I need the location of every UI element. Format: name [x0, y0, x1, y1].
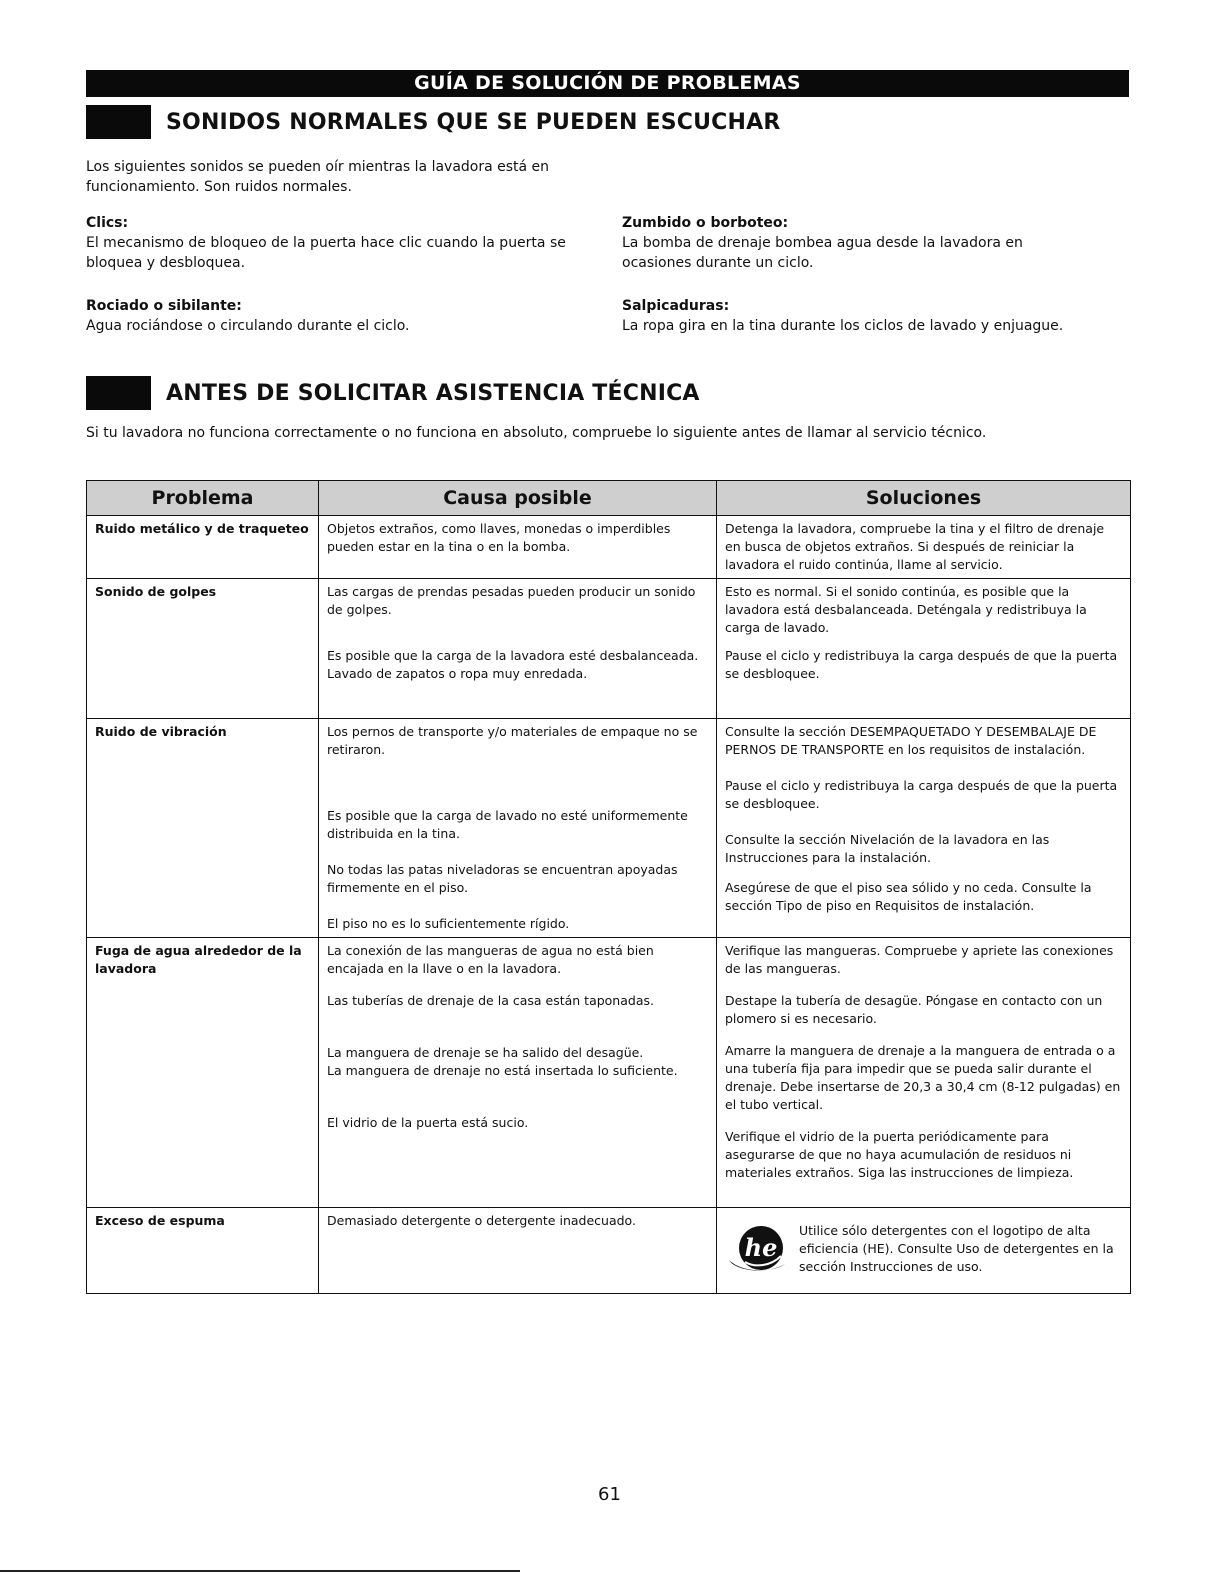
cause-text: Lavado de zapatos o ropa muy enredada. [327, 666, 588, 681]
problem-cell: Sonido de golpes [87, 579, 319, 719]
cause-cell [319, 1208, 717, 1294]
troubleshooting-table [86, 480, 1131, 1294]
cause-text: La manguera de drenaje no está insertada lo suficiente. [327, 1063, 678, 1078]
cause-cell [319, 516, 717, 579]
cause-text: Demasiado detergente o detergente inadecuado. [327, 1213, 636, 1228]
problem-cell: Ruido metálico y de traqueteo [87, 516, 319, 579]
cause-text: Los pernos de transporte y/o materiales de empaque no se retiraron. [327, 724, 698, 757]
solution-cell [717, 719, 1131, 938]
section-marker [86, 376, 151, 410]
cause-text: Las cargas de prendas pesadas pueden producir un sonido de golpes. [327, 584, 696, 617]
table-row [87, 579, 1131, 719]
cause-text: Objetos extraños, como llaves, monedas o imperdibles pueden estar en la tina o en la bomba. [327, 521, 671, 554]
solution-cell [717, 579, 1131, 719]
cause-cell [319, 938, 717, 1208]
solution-text: Amarre la manguera de drenaje a la manguera de entrada o a una tubería fija para impedir que se pueda salir durante el drenaje. Debe insertarse de 20,3 a 30,4 cm (8-12 pulgadas) en el tubo vertical. [725, 1043, 1121, 1112]
cause-text: No todas las patas niveladoras se encuentran apoyadas firmemente en el piso. [327, 862, 678, 895]
section-header-normal-sounds [86, 105, 781, 139]
cause-text: Las tuberías de drenaje de la casa están taponadas. [327, 993, 654, 1008]
cause-text: Es posible que la carga de lavado no esté uniformemente distribuida en la tina. [327, 808, 688, 841]
cause-cell [319, 719, 717, 938]
solution-text: Pause el ciclo y redistribuya la carga después de que la puerta se desbloquee. [725, 778, 1118, 811]
solution-cell [717, 1208, 1131, 1294]
problem-cell: Exceso de espuma [87, 1208, 319, 1294]
table-row [87, 938, 1131, 1208]
table-row [87, 516, 1131, 579]
sound-title: Rociado o sibilante: [86, 298, 242, 314]
header-problem: Problema [87, 481, 319, 516]
sound-rociado [86, 296, 576, 336]
he-logo-icon [725, 1222, 791, 1276]
sound-text: La ropa gira en la tina durante los ciclos de lavado y enjuague. [622, 318, 1064, 334]
solution-text: Asegúrese de que el piso sea sólido y no ceda. Consulte la sección Tipo de piso en Requisitos de instalación. [725, 880, 1092, 913]
cause-cell [319, 579, 717, 719]
problem-cell: Ruido de vibración [87, 719, 319, 938]
sound-zumbido [622, 213, 1062, 273]
cause-text: El piso no es lo suficientemente rígido. [327, 916, 570, 931]
page-number: 61 [598, 1484, 621, 1505]
footer-rule [0, 1570, 520, 1572]
header-solutions: Soluciones [717, 481, 1131, 516]
solution-text: Verifique las mangueras. Compruebe y apriete las conexiones de las mangueras. [725, 943, 1114, 976]
header-cause: Causa posible [319, 481, 717, 516]
sound-text: El mecanismo de bloqueo de la puerta hace clic cuando la puerta se bloquea y desbloquea. [86, 235, 566, 271]
solution-text: Verifique el vidrio de la puerta periódicamente para asegurarse de que no haya acumulación de residuos ni materiales extraños. Siga las instrucciones de limpieza. [725, 1129, 1074, 1180]
section-intro: Si tu lavadora no funciona correctamente o no funciona en absoluto, compruebe lo siguiente antes de llamar al servicio técnico. [86, 425, 987, 441]
solution-text: Consulte la sección DESEMPAQUETADO Y DESEMBALAJE DE PERNOS DE TRANSPORTE en los requisitos de instalación. [725, 724, 1097, 757]
cause-text: La conexión de las mangueras de agua no está bien encajada en la llave o en la lavadora. [327, 943, 654, 976]
table-row [87, 1208, 1131, 1294]
solution-text: Destape la tubería de desagüe. Póngase en contacto con un plomero si es necesario. [725, 993, 1103, 1026]
section-title: ANTES DE SOLICITAR ASISTENCIA TÉCNICA [166, 380, 700, 406]
section-marker [86, 105, 151, 139]
sound-title: Zumbido o borboteo: [622, 215, 789, 231]
sound-text: Agua rociándose o circulando durante el ciclo. [86, 318, 410, 334]
solution-text: Pause el ciclo y redistribuya la carga después de que la puerta se desbloquee. [725, 648, 1118, 681]
solution-text: Esto es normal. Si el sonido continúa, es posible que la lavadora está desbalanceada. Deténgala y redistribuya la carga de lavado. [725, 584, 1087, 635]
sound-title: Salpicaduras: [622, 298, 730, 314]
section-header-before-service [86, 376, 700, 410]
cause-text: Es posible que la carga de la lavadora esté desbalanceada. [327, 648, 699, 663]
sound-salpicaduras [622, 296, 1122, 336]
cause-text: La manguera de drenaje se ha salido del desagüe. [327, 1045, 644, 1060]
solution-cell [717, 938, 1131, 1208]
page-banner: GUÍA DE SOLUCIÓN DE PROBLEMAS [86, 70, 1129, 97]
problem-cell: Fuga de agua alrededor de la lavadora [87, 938, 319, 1208]
solution-cell [717, 516, 1131, 579]
table-header-row [87, 481, 1131, 516]
table-row [87, 719, 1131, 938]
sound-text: La bomba de drenaje bombea agua desde la lavadora en ocasiones durante un ciclo. [622, 235, 1023, 271]
sound-title: Clics: [86, 215, 129, 231]
cause-text: El vidrio de la puerta está sucio. [327, 1115, 529, 1130]
section-intro: Los siguientes sonidos se pueden oír mientras la lavadora está en funcionamiento. Son ruidos normales. [86, 159, 550, 195]
section-title: SONIDOS NORMALES QUE SE PUEDEN ESCUCHAR [166, 109, 781, 135]
solution-text: Consulte la sección Nivelación de la lavadora en las Instrucciones para la instalación. [725, 832, 1050, 865]
svg-text:he: he [744, 1233, 778, 1262]
sound-clics [86, 213, 576, 273]
he-note [725, 1222, 1122, 1276]
solution-text: Utilice sólo detergentes con el logotipo de alta eficiencia (HE). Consulte Uso de detergentes en la sección Instrucciones de uso. [799, 1223, 1114, 1274]
solution-text: Detenga la lavadora, compruebe la tina y el filtro de drenaje en busca de objetos extraños. Si después de reiniciar la lavadora el ruido continúa, llame al servicio. [725, 521, 1105, 572]
